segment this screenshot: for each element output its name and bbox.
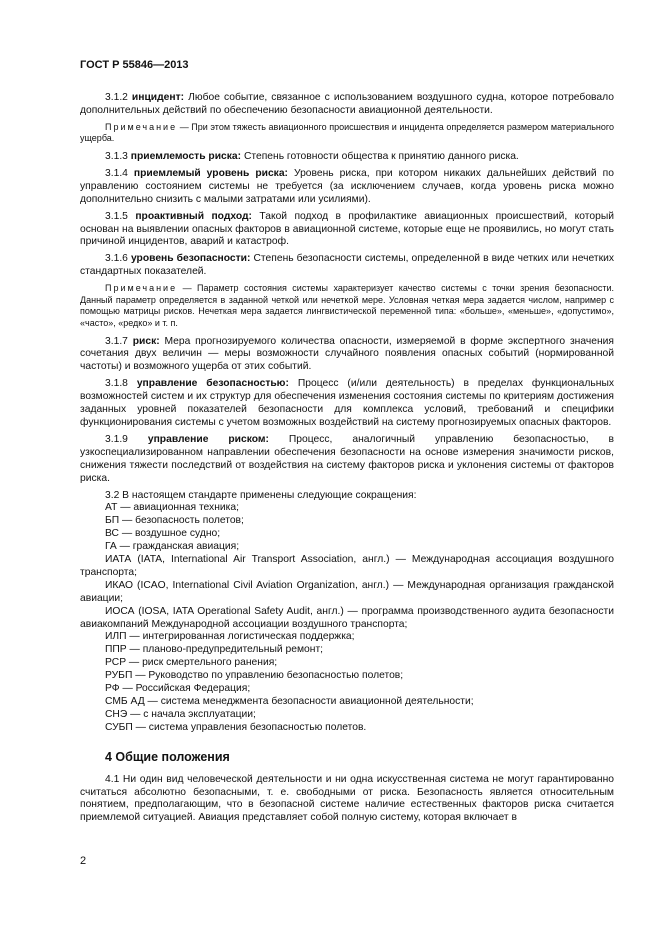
definition-text: Степень безопасности системы, определенной в виде четких или нечетких стандартных показателей.: [80, 253, 614, 278]
clause-number: 3.1.7: [105, 335, 128, 347]
abbreviation-item: РСР — риск смертельного ранения;: [105, 657, 278, 669]
term: приемлемость риска:: [130, 151, 242, 162]
section-heading: 4 Общие положения: [105, 749, 230, 764]
abbreviation-item: РФ — Российская Федерация;: [105, 683, 251, 695]
definition-3-1-7: [80, 336, 614, 375]
clause-number: 3.1.3: [105, 151, 128, 162]
note-1: [80, 122, 614, 145]
term: управление безопасностью:: [136, 378, 289, 390]
definition-3-1-9: [80, 434, 614, 486]
abbreviations-intro: 3.2 В настоящем стандарте применены следующие сокращения:: [105, 489, 417, 501]
clause-number: 3.1.2: [105, 92, 128, 103]
abbreviation-item: РУБП — Руководство по управлению безопасностью полетов;: [105, 670, 404, 682]
abbreviations-list: [80, 502, 614, 734]
definition-text: Степень готовности общества к принятию данного риска.: [243, 151, 519, 162]
term: уровень безопасности:: [130, 253, 251, 265]
clause-number: 3.1.5: [105, 210, 128, 222]
term: риск:: [132, 335, 160, 347]
abbreviation-item: ППР — планово-предупредительный ремонт;: [105, 644, 324, 656]
definition-3-1-4: [80, 168, 614, 207]
abbreviation-item: АТ — авиационная техника;: [105, 502, 239, 514]
abbreviation-item: БП — безопасность полетов;: [105, 515, 244, 527]
abbreviation-item: СМБ АД — система менеджмента безопасности авиационной деятельности;: [105, 696, 474, 707]
page-number: 2: [80, 855, 87, 867]
abbreviation-item: ГА — гражданская авиация;: [105, 541, 240, 553]
note-text: — Параметр состояния системы характеризует качество системы с точки зрения безопасности. Данный параметр определяется в заданной четкой или нечеткой мере. Условная четкая мера задается числом, например с помощью матрицы рисков. Нечеткая мера задается лингвистической переменной типа: «больше», «меньше», «допустимо», «часто», «редко» и т. п.: [80, 283, 614, 328]
abbreviation-item: СУБП — система управления безопасностью полетов.: [105, 721, 367, 733]
paragraph-4-1: 4.1 Ни один вид человеческой деятельности и ни одна искусственная система не могут гарантированно считаться абсолютно безопасными, т. е. свободными от риска. Безопасность является относительным понятием, предполагающим, что в безопасной системе наличие естественных факторов риска считается приемлемой ситуацией. Авиация представляет собой полную систему, которая включает в: [80, 773, 614, 824]
definition-text: Уровень риска, при котором никаких дальнейших действий по управлению состоянием системы не требуется (за исключением случаев, когда уровень риска можно дополнительно снизить с малыми затратами или усилиями).: [80, 167, 614, 205]
clause-number: 3.1.4: [105, 167, 128, 179]
definition-3-1-5: [80, 211, 614, 250]
clause-number: 3.1.9: [105, 433, 128, 445]
abbreviation-item: ИОСА (IOSA, IATA Operational Safety Audit, англ.) — программа производственного аудита безопасности авиакомпаний Международной ассоциации воздушного транспорта;: [80, 605, 614, 630]
note-label: Примечание: [105, 121, 178, 132]
document-header: ГОСТ Р 55846—2013: [80, 59, 189, 71]
term: проактивный подход:: [135, 210, 252, 222]
definition-text: Любое событие, связанное с использованием воздушного судна, которое потребовало дополнительных действий по обеспечению безопасности авиационной деятельности.: [80, 92, 614, 116]
note-text: — При этом тяжесть авиационного происшествия и инцидента определяется размером материального ущерба.: [80, 121, 614, 144]
document-body: [80, 92, 614, 829]
definition-3-1-6: [80, 253, 614, 279]
abbreviation-item: ИЛП — интегрированная логистическая поддержка;: [105, 631, 355, 643]
term: приемлемый уровень риска:: [133, 167, 288, 179]
clause-number: 3.1.8: [105, 378, 128, 390]
definition-3-1-3: [80, 151, 614, 164]
term: инцидент:: [131, 92, 185, 103]
definition-3-1-2: [80, 92, 614, 118]
term: управление риском:: [147, 433, 269, 445]
definition-text: Мера прогнозируемого количества опасности, измеряемой в форме экспертного значения сочетания двух величин — меры возможности случайного появления опасных событий (нормированной частоты) и возможного ущерба от этих событий.: [80, 335, 614, 373]
note-2: [80, 283, 614, 329]
definition-text: Процесс (и/или деятельность) в пределах функциональных возможностей систем и их структур для обеспечения изменения состояния системы по критериям достижения заданных уровней показателей безопасности для комплекса условий, требований и специфики функционирования системы с учетом возможных воздействий на систему прогнозируемых опасных факторов.: [80, 378, 614, 428]
note-label: Примечание: [105, 283, 178, 294]
abbreviation-item: ИКАО (ICAO, International Civil Aviation Organization, англ.) — Международная организация гражданской авиации;: [80, 579, 614, 604]
definition-text: Процесс, аналогичный управлению безопасностью, в узкоспециализированном направлении обеспечения безопасности на основе измерения значимости рисков, снижения тяжести последствий от воздействия на систему факторов риска и уклонения системы от факторов риска.: [80, 433, 614, 484]
abbreviation-item: ВС — воздушное судно;: [105, 528, 221, 540]
clause-number: 3.1.6: [105, 253, 128, 265]
abbreviation-item: СНЭ — с начала эксплуатации;: [105, 708, 256, 720]
definition-text: Такой подход в профилактике авиационных происшествий, который основан на выявлении опасных факторов в авиационной системе, которые еще не проявились, но могут стать причиной инцидентов, аварий и катастроф.: [80, 210, 614, 248]
abbreviation-item: ИАТА (IATA, International Air Transport Association, англ.) — Международная ассоциация воздушного транспорта;: [80, 554, 614, 578]
definition-3-1-8: [80, 378, 614, 430]
